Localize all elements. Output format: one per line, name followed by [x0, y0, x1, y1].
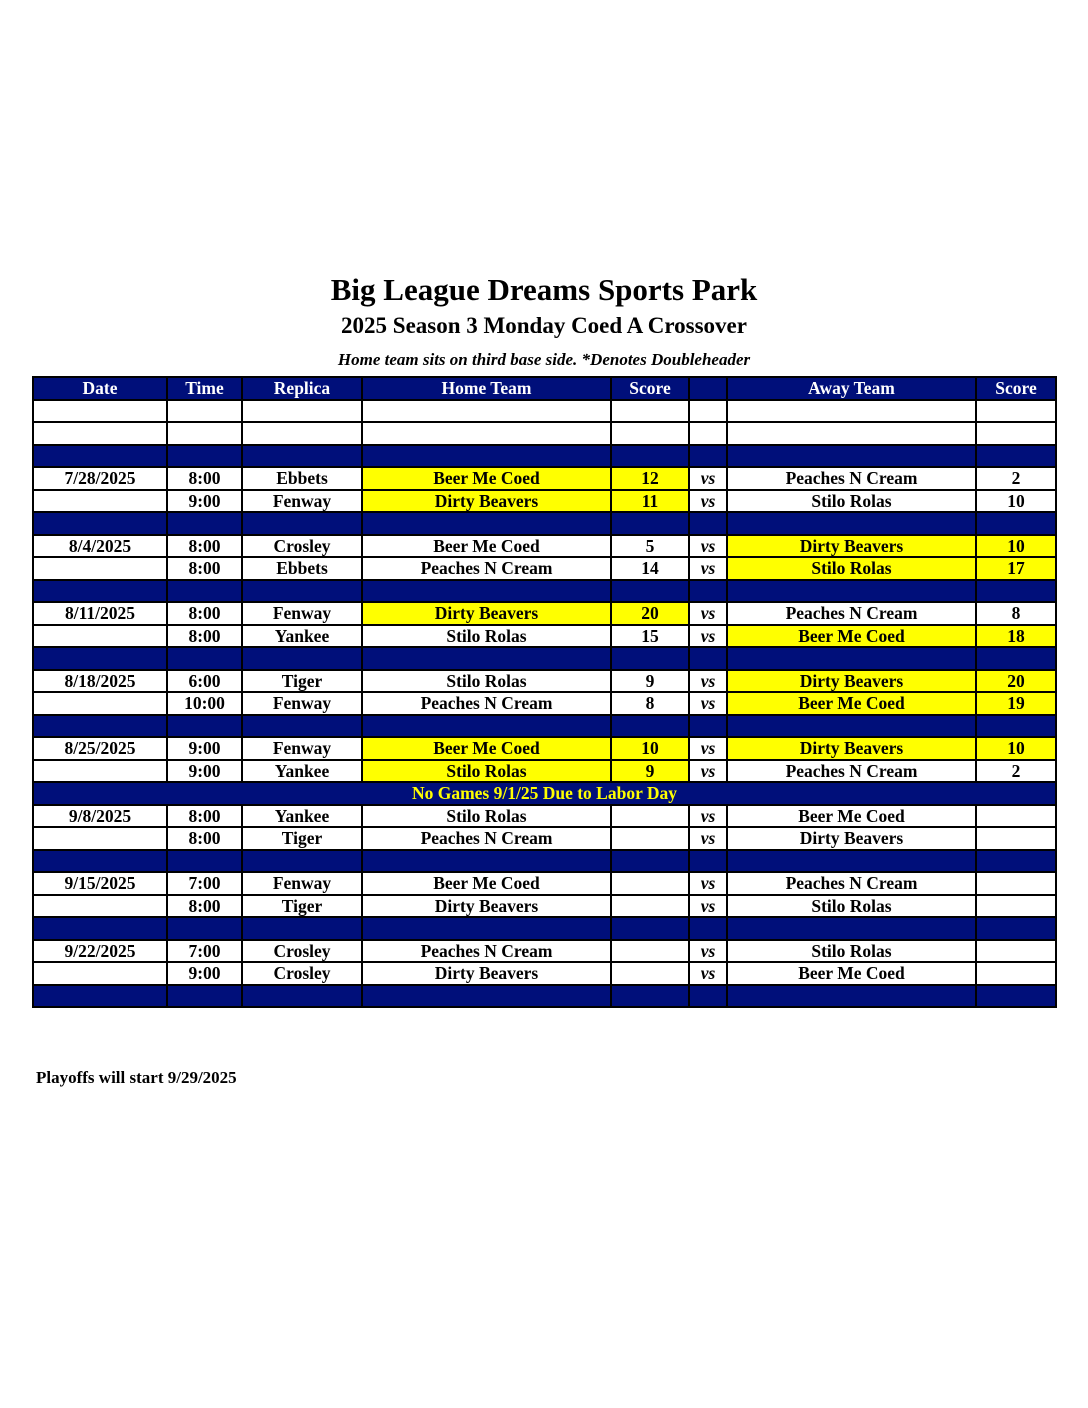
empty-cell [167, 850, 242, 873]
away-team: Stilo Rolas [727, 940, 976, 963]
home-team: Peaches N Cream [362, 557, 611, 580]
notice-text: No Games 9/1/25 Due to Labor Day [33, 782, 1056, 805]
empty-cell [976, 715, 1056, 738]
empty-cell [242, 445, 362, 468]
empty-cell [976, 850, 1056, 873]
home-score [611, 895, 689, 918]
empty-cell [689, 850, 727, 873]
empty-cell [611, 512, 689, 535]
game-date [33, 962, 167, 985]
away-score: 2 [976, 467, 1056, 490]
empty-cell [976, 580, 1056, 603]
empty-cell [611, 647, 689, 670]
empty-cell [33, 422, 167, 445]
vs-label: vs [689, 625, 727, 648]
replica-field: Crosley [242, 535, 362, 558]
game-row [33, 827, 1056, 850]
game-date: 7/28/2025 [33, 467, 167, 490]
empty-cell [611, 985, 689, 1008]
empty-cell [167, 647, 242, 670]
game-time: 8:00 [167, 625, 242, 648]
away-team: Dirty Beavers [727, 535, 976, 558]
empty-cell [33, 647, 167, 670]
empty-cell [611, 445, 689, 468]
empty-cell [167, 917, 242, 940]
away-team: Peaches N Cream [727, 467, 976, 490]
separator-row [33, 917, 1056, 940]
game-row [33, 692, 1056, 715]
home-score: 14 [611, 557, 689, 580]
home-score: 12 [611, 467, 689, 490]
separator-row [33, 512, 1056, 535]
home-team: Beer Me Coed [362, 467, 611, 490]
away-team: Stilo Rolas [727, 557, 976, 580]
away-team: Dirty Beavers [727, 827, 976, 850]
home-score: 20 [611, 602, 689, 625]
vs-label: vs [689, 872, 727, 895]
vs-label: vs [689, 467, 727, 490]
home-score: 15 [611, 625, 689, 648]
vs-label: vs [689, 557, 727, 580]
home-score [611, 827, 689, 850]
empty-cell [727, 422, 976, 445]
replica-field: Tiger [242, 827, 362, 850]
home-team: Dirty Beavers [362, 490, 611, 513]
empty-cell [689, 715, 727, 738]
header-vs [689, 377, 727, 400]
game-date [33, 625, 167, 648]
game-time: 8:00 [167, 557, 242, 580]
empty-cell [167, 512, 242, 535]
empty-cell [611, 850, 689, 873]
game-time: 8:00 [167, 827, 242, 850]
empty-cell [242, 985, 362, 1008]
away-score [976, 872, 1056, 895]
empty-cell [689, 445, 727, 468]
game-time: 8:00 [167, 895, 242, 918]
away-team: Stilo Rolas [727, 490, 976, 513]
empty-cell [611, 400, 689, 423]
empty-cell [362, 917, 611, 940]
vs-label: vs [689, 940, 727, 963]
blank-row [33, 422, 1056, 445]
home-score: 8 [611, 692, 689, 715]
away-team: Beer Me Coed [727, 692, 976, 715]
empty-cell [242, 512, 362, 535]
game-time: 7:00 [167, 872, 242, 895]
header-time: Time [167, 377, 242, 400]
game-date: 9/22/2025 [33, 940, 167, 963]
vs-label: vs [689, 737, 727, 760]
home-team: Beer Me Coed [362, 737, 611, 760]
game-row [33, 490, 1056, 513]
empty-cell [362, 422, 611, 445]
away-score: 10 [976, 535, 1056, 558]
empty-cell [362, 985, 611, 1008]
page-title: Big League Dreams Sports Park [330, 272, 758, 307]
empty-cell [33, 985, 167, 1008]
away-score: 17 [976, 557, 1056, 580]
away-score [976, 827, 1056, 850]
away-score: 10 [976, 737, 1056, 760]
vs-label: vs [689, 535, 727, 558]
notice-row [33, 782, 1056, 805]
game-time: 8:00 [167, 467, 242, 490]
away-score: 18 [976, 625, 1056, 648]
game-time: 7:00 [167, 940, 242, 963]
empty-cell [167, 715, 242, 738]
vs-label: vs [689, 827, 727, 850]
empty-cell [611, 422, 689, 445]
game-row [33, 602, 1056, 625]
vs-label: vs [689, 692, 727, 715]
game-row [33, 940, 1056, 963]
game-row [33, 737, 1056, 760]
home-team: Peaches N Cream [362, 940, 611, 963]
game-time: 9:00 [167, 737, 242, 760]
page-subtitle: 2025 Season 3 Monday Coed A Crossover [341, 313, 747, 338]
away-score: 2 [976, 760, 1056, 783]
empty-cell [727, 580, 976, 603]
home-team: Dirty Beavers [362, 962, 611, 985]
empty-cell [33, 580, 167, 603]
away-score [976, 895, 1056, 918]
home-score: 9 [611, 760, 689, 783]
empty-cell [611, 917, 689, 940]
replica-field: Yankee [242, 805, 362, 828]
empty-cell [976, 917, 1056, 940]
vs-label: vs [689, 602, 727, 625]
away-team: Peaches N Cream [727, 760, 976, 783]
home-score: 10 [611, 737, 689, 760]
replica-field: Ebbets [242, 467, 362, 490]
replica-field: Fenway [242, 490, 362, 513]
game-date: 8/4/2025 [33, 535, 167, 558]
empty-cell [976, 647, 1056, 670]
home-team: Dirty Beavers [362, 602, 611, 625]
empty-cell [689, 647, 727, 670]
game-time: 9:00 [167, 962, 242, 985]
empty-cell [689, 917, 727, 940]
game-date: 8/11/2025 [33, 602, 167, 625]
header-replica: Replica [242, 377, 362, 400]
empty-cell [727, 400, 976, 423]
empty-cell [167, 985, 242, 1008]
home-score [611, 962, 689, 985]
empty-cell [689, 512, 727, 535]
away-score [976, 805, 1056, 828]
blank-row [33, 400, 1056, 423]
home-team: Stilo Rolas [362, 625, 611, 648]
home-team: Beer Me Coed [362, 872, 611, 895]
empty-cell [33, 512, 167, 535]
away-score: 8 [976, 602, 1056, 625]
empty-cell [976, 422, 1056, 445]
away-team: Dirty Beavers [727, 670, 976, 693]
game-date: 8/18/2025 [33, 670, 167, 693]
empty-cell [689, 985, 727, 1008]
empty-cell [242, 647, 362, 670]
empty-cell [242, 422, 362, 445]
game-date [33, 557, 167, 580]
playoffs-note: Playoffs will start 9/29/2025 [36, 1068, 237, 1087]
vs-label: vs [689, 670, 727, 693]
replica-field: Crosley [242, 962, 362, 985]
game-date [33, 490, 167, 513]
replica-field: Yankee [242, 625, 362, 648]
header-away-score: Score [976, 377, 1056, 400]
game-time: 9:00 [167, 760, 242, 783]
replica-field: Fenway [242, 872, 362, 895]
game-row [33, 625, 1056, 648]
game-row [33, 535, 1056, 558]
separator-row [33, 647, 1056, 670]
empty-cell [362, 400, 611, 423]
game-row [33, 557, 1056, 580]
game-date: 9/8/2025 [33, 805, 167, 828]
header-home-score: Score [611, 377, 689, 400]
replica-field: Tiger [242, 895, 362, 918]
game-time: 8:00 [167, 805, 242, 828]
away-score [976, 962, 1056, 985]
game-row [33, 467, 1056, 490]
empty-cell [242, 400, 362, 423]
empty-cell [242, 580, 362, 603]
empty-cell [976, 400, 1056, 423]
empty-cell [242, 715, 362, 738]
replica-field: Crosley [242, 940, 362, 963]
vs-label: vs [689, 490, 727, 513]
game-time: 8:00 [167, 535, 242, 558]
away-team: Peaches N Cream [727, 602, 976, 625]
game-time: 6:00 [167, 670, 242, 693]
empty-cell [611, 715, 689, 738]
away-team: Peaches N Cream [727, 872, 976, 895]
home-team: Stilo Rolas [362, 670, 611, 693]
empty-cell [727, 647, 976, 670]
empty-cell [689, 400, 727, 423]
home-score [611, 872, 689, 895]
game-date [33, 760, 167, 783]
empty-cell [689, 580, 727, 603]
home-score: 9 [611, 670, 689, 693]
game-time: 10:00 [167, 692, 242, 715]
empty-cell [976, 445, 1056, 468]
game-row [33, 760, 1056, 783]
header-home-team: Home Team [362, 377, 611, 400]
away-team: Dirty Beavers [727, 737, 976, 760]
empty-cell [362, 647, 611, 670]
game-row [33, 962, 1056, 985]
vs-label: vs [689, 760, 727, 783]
game-date [33, 827, 167, 850]
replica-field: Fenway [242, 602, 362, 625]
empty-cell [976, 985, 1056, 1008]
empty-cell [727, 445, 976, 468]
empty-cell [167, 580, 242, 603]
empty-cell [33, 917, 167, 940]
schedule-note: Home team sits on third base side. *Denotes Doubleheader [337, 350, 751, 369]
home-team: Dirty Beavers [362, 895, 611, 918]
empty-cell [727, 985, 976, 1008]
game-date [33, 895, 167, 918]
empty-cell [167, 422, 242, 445]
empty-cell [362, 715, 611, 738]
away-score: 10 [976, 490, 1056, 513]
away-team: Beer Me Coed [727, 962, 976, 985]
game-row [33, 872, 1056, 895]
away-score: 19 [976, 692, 1056, 715]
away-team: Beer Me Coed [727, 805, 976, 828]
game-row [33, 805, 1056, 828]
game-date: 9/15/2025 [33, 872, 167, 895]
empty-cell [727, 917, 976, 940]
empty-cell [167, 445, 242, 468]
empty-cell [33, 445, 167, 468]
header-away-team: Away Team [727, 377, 976, 400]
home-score [611, 805, 689, 828]
empty-cell [611, 580, 689, 603]
schedule-body [33, 400, 1056, 1008]
empty-cell [242, 917, 362, 940]
game-date [33, 692, 167, 715]
empty-cell [167, 400, 242, 423]
empty-cell [33, 400, 167, 423]
empty-cell [33, 715, 167, 738]
empty-cell [689, 422, 727, 445]
game-row [33, 895, 1056, 918]
schedule-table [32, 376, 1057, 1008]
empty-cell [727, 715, 976, 738]
home-score [611, 940, 689, 963]
vs-label: vs [689, 962, 727, 985]
separator-row [33, 985, 1056, 1008]
away-team: Stilo Rolas [727, 895, 976, 918]
replica-field: Tiger [242, 670, 362, 693]
empty-cell [362, 512, 611, 535]
away-score [976, 940, 1056, 963]
game-row [33, 670, 1056, 693]
home-team: Stilo Rolas [362, 805, 611, 828]
header-date: Date [33, 377, 167, 400]
separator-row [33, 850, 1056, 873]
home-team: Peaches N Cream [362, 692, 611, 715]
replica-field: Ebbets [242, 557, 362, 580]
home-score: 5 [611, 535, 689, 558]
vs-label: vs [689, 805, 727, 828]
home-team: Beer Me Coed [362, 535, 611, 558]
game-time: 8:00 [167, 602, 242, 625]
empty-cell [362, 445, 611, 468]
separator-row [33, 445, 1056, 468]
empty-cell [362, 850, 611, 873]
table-header-row [33, 377, 1056, 400]
empty-cell [242, 850, 362, 873]
replica-field: Fenway [242, 692, 362, 715]
separator-row [33, 715, 1056, 738]
empty-cell [727, 512, 976, 535]
empty-cell [33, 850, 167, 873]
replica-field: Yankee [242, 760, 362, 783]
home-team: Stilo Rolas [362, 760, 611, 783]
away-score: 20 [976, 670, 1056, 693]
game-date: 8/25/2025 [33, 737, 167, 760]
home-score: 11 [611, 490, 689, 513]
separator-row [33, 580, 1056, 603]
empty-cell [727, 850, 976, 873]
empty-cell [976, 512, 1056, 535]
away-team: Beer Me Coed [727, 625, 976, 648]
empty-cell [362, 580, 611, 603]
game-time: 9:00 [167, 490, 242, 513]
home-team: Peaches N Cream [362, 827, 611, 850]
vs-label: vs [689, 895, 727, 918]
replica-field: Fenway [242, 737, 362, 760]
